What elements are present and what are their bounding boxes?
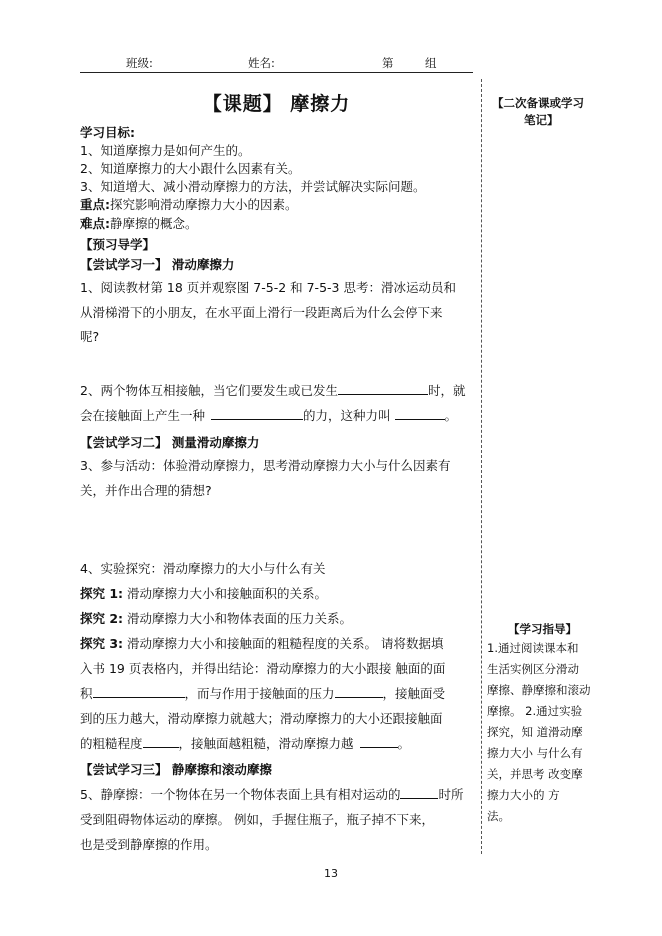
explore-3-line (80, 684, 445, 702)
key-text: 探究影响滑动摩擦力大小的因素。 (110, 197, 298, 212)
difficulty-point (80, 214, 198, 232)
explore-text: ，接触面越粗糙，滑动摩擦力越 (178, 736, 354, 751)
fill-blank[interactable] (335, 686, 383, 698)
guide-line: 擦力大小 与什么有 (487, 746, 583, 760)
q2-text: 时，就 (427, 383, 466, 398)
explore-text: 积 (80, 686, 93, 701)
class-label: 班级: (126, 56, 153, 70)
question-4: 4、实验探究：滑动摩擦力的大小与什么有关 (80, 561, 326, 576)
try1-heading: 【尝试学习一】 滑动摩擦力 (80, 257, 235, 272)
fill-blank[interactable] (400, 787, 438, 799)
key-label: 重点: (80, 197, 110, 212)
explore-3-line: 到的压力越大，滑动摩擦力就越大；滑动摩擦力的大小还跟接触面 (80, 711, 443, 726)
question-5-line: 也是受到静摩擦的作用。 (80, 837, 218, 852)
question-1-line: 呢? (80, 329, 100, 344)
q5-text: 时所 (438, 787, 464, 802)
key-point (80, 195, 298, 213)
question-2-line (80, 406, 457, 424)
explore-label: 探究 2: (80, 611, 124, 626)
preview-heading: 【预习导学】 (80, 237, 156, 252)
goal-item: 3、知道增大、减小滑动摩擦力的方法，并尝试解决实际问题。 (80, 179, 426, 194)
header-rule (80, 72, 473, 73)
explore-text: ，而与作用于接触面的压力 (184, 686, 335, 701)
q2-text: 会在接触面上产生一种 (80, 408, 206, 423)
guide-line: 擦力大小的 方 (487, 788, 560, 802)
explore-3-line: 入书 19 页表格内，并得出结论：滑动摩擦力的大小跟接 触面的面 (80, 661, 446, 676)
q2-text: 。 (444, 408, 458, 423)
guide-line: 1.通过阅读课本和 (487, 641, 579, 655)
question-3-line: 关，并作出合理的猜想? (80, 483, 212, 498)
explore-text: ，接触面受 (382, 686, 446, 701)
lesson-title: 【课题】 摩擦力 (202, 93, 351, 115)
explore-3-line (80, 734, 410, 752)
guide-line: 摩擦。 2.通过实验 (487, 704, 583, 718)
question-3-line: 3、参与活动：体验滑动摩擦力，思考滑动摩擦力大小与什么因素有 (80, 458, 451, 473)
explore-text: 滑动摩擦力大小和物体表面的压力关系。 (127, 611, 353, 626)
question-2-line (80, 381, 465, 399)
fill-blank[interactable] (395, 408, 445, 420)
try2-heading: 【尝试学习二】 测量滑动摩擦力 (80, 435, 260, 450)
question-1-line: 从滑梯滑下的小朋友，在水平面上滑行一段距离后为什么会停下来 (80, 305, 443, 320)
guide-line: 生活实例区分滑动 (487, 662, 579, 676)
explore-label: 探究 3: (80, 636, 124, 651)
fill-blank[interactable] (211, 408, 303, 420)
explore-2 (80, 609, 352, 627)
name-label: 姓名: (248, 56, 275, 70)
explore-label: 探究 1: (80, 586, 124, 601)
goal-item: 2、知道摩擦力的大小跟什么因素有关。 (80, 161, 301, 176)
difficulty-label: 难点: (80, 216, 110, 231)
question-1-line: 1、阅读教材第 18 页并观察图 7-5-2 和 7-5-3 思考：滑冰运动员和 (80, 280, 456, 295)
guide-line: 摩擦、静摩擦和滚动 (487, 683, 591, 697)
q2-text: 的力，这种力叫 (303, 408, 391, 423)
page-number: 13 (324, 867, 338, 880)
question-5-line (80, 785, 463, 803)
explore-3 (80, 634, 444, 652)
group-prefix: 第 (382, 56, 394, 70)
fill-blank[interactable] (93, 686, 185, 698)
explore-text: 的粗糙程度 (80, 736, 143, 751)
guide-line: 关，并思考 改变摩 (487, 767, 583, 781)
try3-heading: 【尝试学习三】 静摩擦和滚动摩擦 (80, 762, 272, 777)
goal-item: 1、知道摩擦力是如何产生的。 (80, 143, 251, 158)
fill-blank[interactable] (338, 383, 428, 395)
notes-heading: 【二次备课或学习 (492, 96, 584, 110)
guide-line: 法。 (487, 809, 510, 823)
goals-title: 学习目标: (80, 125, 135, 140)
difficulty-text: 静摩擦的概念。 (110, 216, 198, 231)
fill-blank[interactable] (360, 736, 398, 748)
column-divider (481, 79, 482, 854)
guide-title: 【学习指导】 (508, 622, 577, 636)
guide-line: 探究，知 道滑动摩 (487, 725, 583, 739)
fill-blank[interactable] (143, 736, 179, 748)
group-suffix: 组 (425, 56, 437, 70)
explore-1 (80, 584, 327, 602)
explore-text: 。 (397, 736, 411, 751)
q5-text: 5、静摩擦：一个物体在另一个物体表面上具有相对运动的 (80, 787, 401, 802)
explore-text: 滑动摩擦力大小和接触面的粗糙程度的关系。 请将数据填 (127, 636, 444, 651)
question-5-line: 受到阻碍物体运动的摩擦。 例如，手握住瓶子，瓶子掉不下来， (80, 812, 434, 827)
explore-text: 滑动摩擦力大小和接触面积的关系。 (127, 586, 328, 601)
notes-heading: 笔记】 (524, 113, 559, 127)
q2-text: 2、两个物体互相接触，当它们要发生或已发生 (80, 383, 338, 398)
